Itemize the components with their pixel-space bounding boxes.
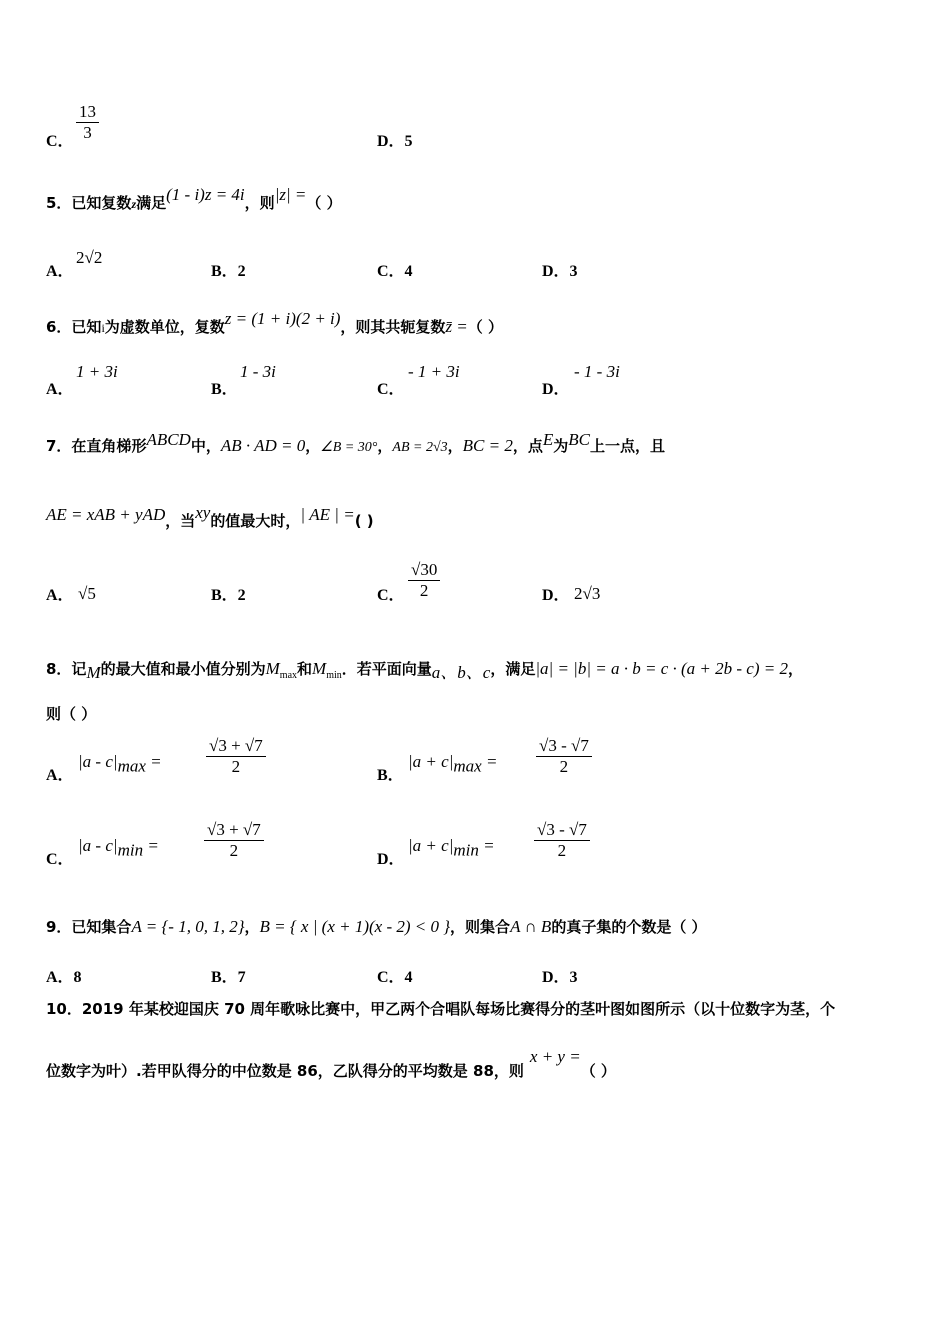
q7-vector-eq: AE = xAB + yAD bbox=[46, 505, 166, 524]
option-d: D． bbox=[377, 851, 405, 868]
q7-abcd: ABCD bbox=[146, 430, 191, 449]
q5-stem: ，则 bbox=[244, 194, 275, 212]
question-7-line2 bbox=[46, 503, 374, 531]
option-b-expr: $|a + c|_{max}$ = bbox=[408, 752, 498, 776]
denominator: 2 bbox=[559, 757, 569, 776]
option-a-expr: $|a - c|_{max}$ = bbox=[78, 752, 162, 776]
option-c-label: C． bbox=[46, 133, 74, 150]
option-b-fraction bbox=[536, 736, 592, 777]
q8-stem: 8．记 bbox=[46, 660, 87, 678]
q5-abs: |z| = bbox=[274, 185, 307, 204]
q9-stem: 的真子集的个数是（ ） bbox=[551, 918, 707, 936]
option-d: D． bbox=[542, 587, 570, 604]
option-d-value: - 1 - 3i bbox=[574, 362, 620, 381]
q9-intersection: A ∩ B bbox=[510, 917, 552, 936]
sub: min bbox=[117, 840, 144, 860]
denominator: 2 bbox=[231, 757, 241, 776]
sub: max bbox=[117, 756, 146, 776]
q8-vectors: a、b、c bbox=[431, 663, 491, 682]
q7-angle: ∠B = 30° bbox=[320, 440, 378, 455]
q8-stem: 的最大值和最小值分别为 bbox=[100, 660, 266, 678]
option-c-expr: $|a - c|_{min}$ = bbox=[78, 836, 159, 860]
comma: ， bbox=[447, 437, 463, 455]
q7-dot-product: AB · AD = 0 bbox=[220, 436, 306, 455]
q5-z: z bbox=[131, 197, 137, 211]
q8-condition: |a| = |b| = a · b = c · (a + 2b - c) = 2 bbox=[535, 659, 788, 678]
q8-min-sub: min bbox=[326, 670, 342, 681]
q5-equation: (1 - i)z = 4i bbox=[166, 185, 245, 204]
denominator: 2 bbox=[419, 581, 429, 600]
question-5 bbox=[46, 185, 342, 213]
option-c: C．4 bbox=[377, 969, 413, 986]
q7-paren: ( ) bbox=[354, 512, 374, 530]
question-10-line2 bbox=[46, 1047, 616, 1081]
q10-stem: 位数字为叶）.若甲队得分的中位数是 86，乙队得分的平均数是 88，则 bbox=[46, 1062, 524, 1080]
expr: |a - c| bbox=[78, 836, 118, 855]
q6-stem: ，则其共轭复数 bbox=[340, 318, 446, 336]
expr: |a + c| bbox=[408, 836, 454, 855]
numerator: √3 - √7 bbox=[536, 736, 592, 757]
q7-e: E bbox=[542, 430, 554, 449]
option-d: D．3 bbox=[542, 969, 578, 986]
option-a-fraction bbox=[206, 736, 266, 777]
sub: max bbox=[453, 756, 482, 776]
q8-mmin: M bbox=[312, 659, 327, 678]
option-b: B． bbox=[377, 767, 404, 784]
q7-stem: 的值最大时， bbox=[210, 512, 301, 530]
q7-bc: BC bbox=[568, 430, 591, 449]
q7-stem: 中， bbox=[190, 437, 221, 455]
question-9 bbox=[46, 916, 707, 937]
q8-stem: ，满足 bbox=[490, 660, 536, 678]
comma: ， bbox=[305, 437, 321, 455]
q8-options bbox=[46, 736, 746, 896]
q8-m: M bbox=[86, 663, 101, 682]
q6-conjugate: z̄ = bbox=[445, 317, 468, 336]
option-a: A． bbox=[46, 263, 74, 280]
option-b-value: 1 - 3i bbox=[240, 362, 276, 381]
q7-stem: 7．在直角梯形 bbox=[46, 437, 147, 455]
option-b: B．2 bbox=[211, 263, 246, 280]
option-b: B．7 bbox=[211, 969, 246, 986]
q7-stem: 上一点，且 bbox=[590, 437, 666, 455]
q8-stem: 和 bbox=[297, 660, 313, 678]
q6-stem: 为虚数单位，复数 bbox=[104, 318, 225, 336]
comma: ， bbox=[377, 437, 393, 455]
option-a-value: √5 bbox=[78, 584, 96, 603]
option-a: A． bbox=[46, 587, 74, 604]
q6-stem: 6．已知 bbox=[46, 318, 102, 336]
option-c-fraction bbox=[408, 560, 440, 601]
q6-paren: （ ） bbox=[467, 318, 504, 336]
numerator: √30 bbox=[408, 560, 440, 581]
q6-equation: z = (1 + i)(2 + i) bbox=[224, 309, 341, 328]
option-a: A．8 bbox=[46, 969, 82, 986]
q8-line2: 则（ ） bbox=[46, 705, 97, 723]
option-d: D． bbox=[542, 381, 570, 398]
q9-set-a: A = {- 1, 0, 1, 2} bbox=[131, 917, 245, 936]
numerator: √3 + √7 bbox=[206, 736, 266, 757]
q9-set-b: B = { x | (x + 1)(x - 2) < 0 } bbox=[259, 917, 451, 936]
denominator: 3 bbox=[83, 123, 92, 142]
q6-i: i bbox=[101, 321, 105, 335]
q5-stem: 5．已知复数 bbox=[46, 194, 132, 212]
sub: min bbox=[453, 840, 479, 860]
q8-stem: ．若平面向量 bbox=[341, 660, 432, 678]
question-6 bbox=[46, 309, 504, 337]
option-d-fraction bbox=[534, 820, 590, 861]
q5-stem: 满足 bbox=[136, 194, 167, 212]
option-c: C． bbox=[377, 381, 405, 398]
q8-max-sub: max bbox=[279, 670, 298, 681]
option-a: A． bbox=[46, 767, 74, 784]
q9-stem: 9．已知集合 bbox=[46, 918, 132, 936]
numerator: √3 - √7 bbox=[534, 820, 590, 841]
option-d-expr: $|a + c|_{min}$ = bbox=[408, 836, 495, 860]
option-a-value: 2√2 bbox=[76, 248, 103, 267]
q7-xy: xy bbox=[195, 503, 211, 522]
q7-ab: AB = 2√3 bbox=[392, 440, 448, 455]
option-c: C．4 bbox=[377, 263, 413, 280]
q7-stem: ，点 bbox=[512, 437, 543, 455]
q5-paren: （ ） bbox=[306, 194, 342, 212]
option-c-fraction bbox=[204, 820, 264, 861]
expr: |a - c| bbox=[78, 752, 118, 771]
option-a-value: 1 + 3i bbox=[76, 362, 118, 381]
option-d: D．5 bbox=[377, 133, 413, 150]
question-7 bbox=[46, 430, 666, 456]
option-c: C． bbox=[377, 587, 405, 604]
option-d: D．3 bbox=[542, 263, 578, 280]
question-10: 10．2019 年某校迎国庆 70 周年歌咏比赛中，甲乙两个合唱队每场比赛得分的茎叶图如图所示（以十位数字为茎，个 bbox=[46, 1000, 836, 1018]
denominator: 2 bbox=[229, 841, 239, 860]
option-b: B． bbox=[211, 381, 238, 398]
q9-stem: ，则集合 bbox=[450, 918, 511, 936]
q7-bc: BC = 2 bbox=[462, 436, 513, 455]
question-8 bbox=[46, 654, 803, 681]
q10-paren: （ ） bbox=[580, 1062, 616, 1080]
q7-ae: | AE | = bbox=[300, 505, 355, 524]
option-c-value: - 1 + 3i bbox=[408, 362, 460, 381]
q7-stem: ，当 bbox=[165, 512, 196, 530]
q10-xy: x + y = bbox=[529, 1047, 581, 1066]
numerator: √3 + √7 bbox=[204, 820, 264, 841]
option-a: A． bbox=[46, 381, 74, 398]
q7-stem: 为 bbox=[553, 437, 569, 455]
option-c: C． bbox=[46, 851, 74, 868]
numerator: 13 bbox=[76, 102, 99, 123]
option-d-value: 2√3 bbox=[574, 584, 601, 603]
option-c-fraction bbox=[76, 102, 99, 143]
option-b: B．2 bbox=[211, 587, 246, 604]
expr: |a + c| bbox=[408, 752, 454, 771]
comma: ， bbox=[787, 660, 803, 678]
denominator: 2 bbox=[557, 841, 567, 860]
comma: ， bbox=[244, 918, 260, 936]
q8-mmax: M bbox=[265, 659, 280, 678]
